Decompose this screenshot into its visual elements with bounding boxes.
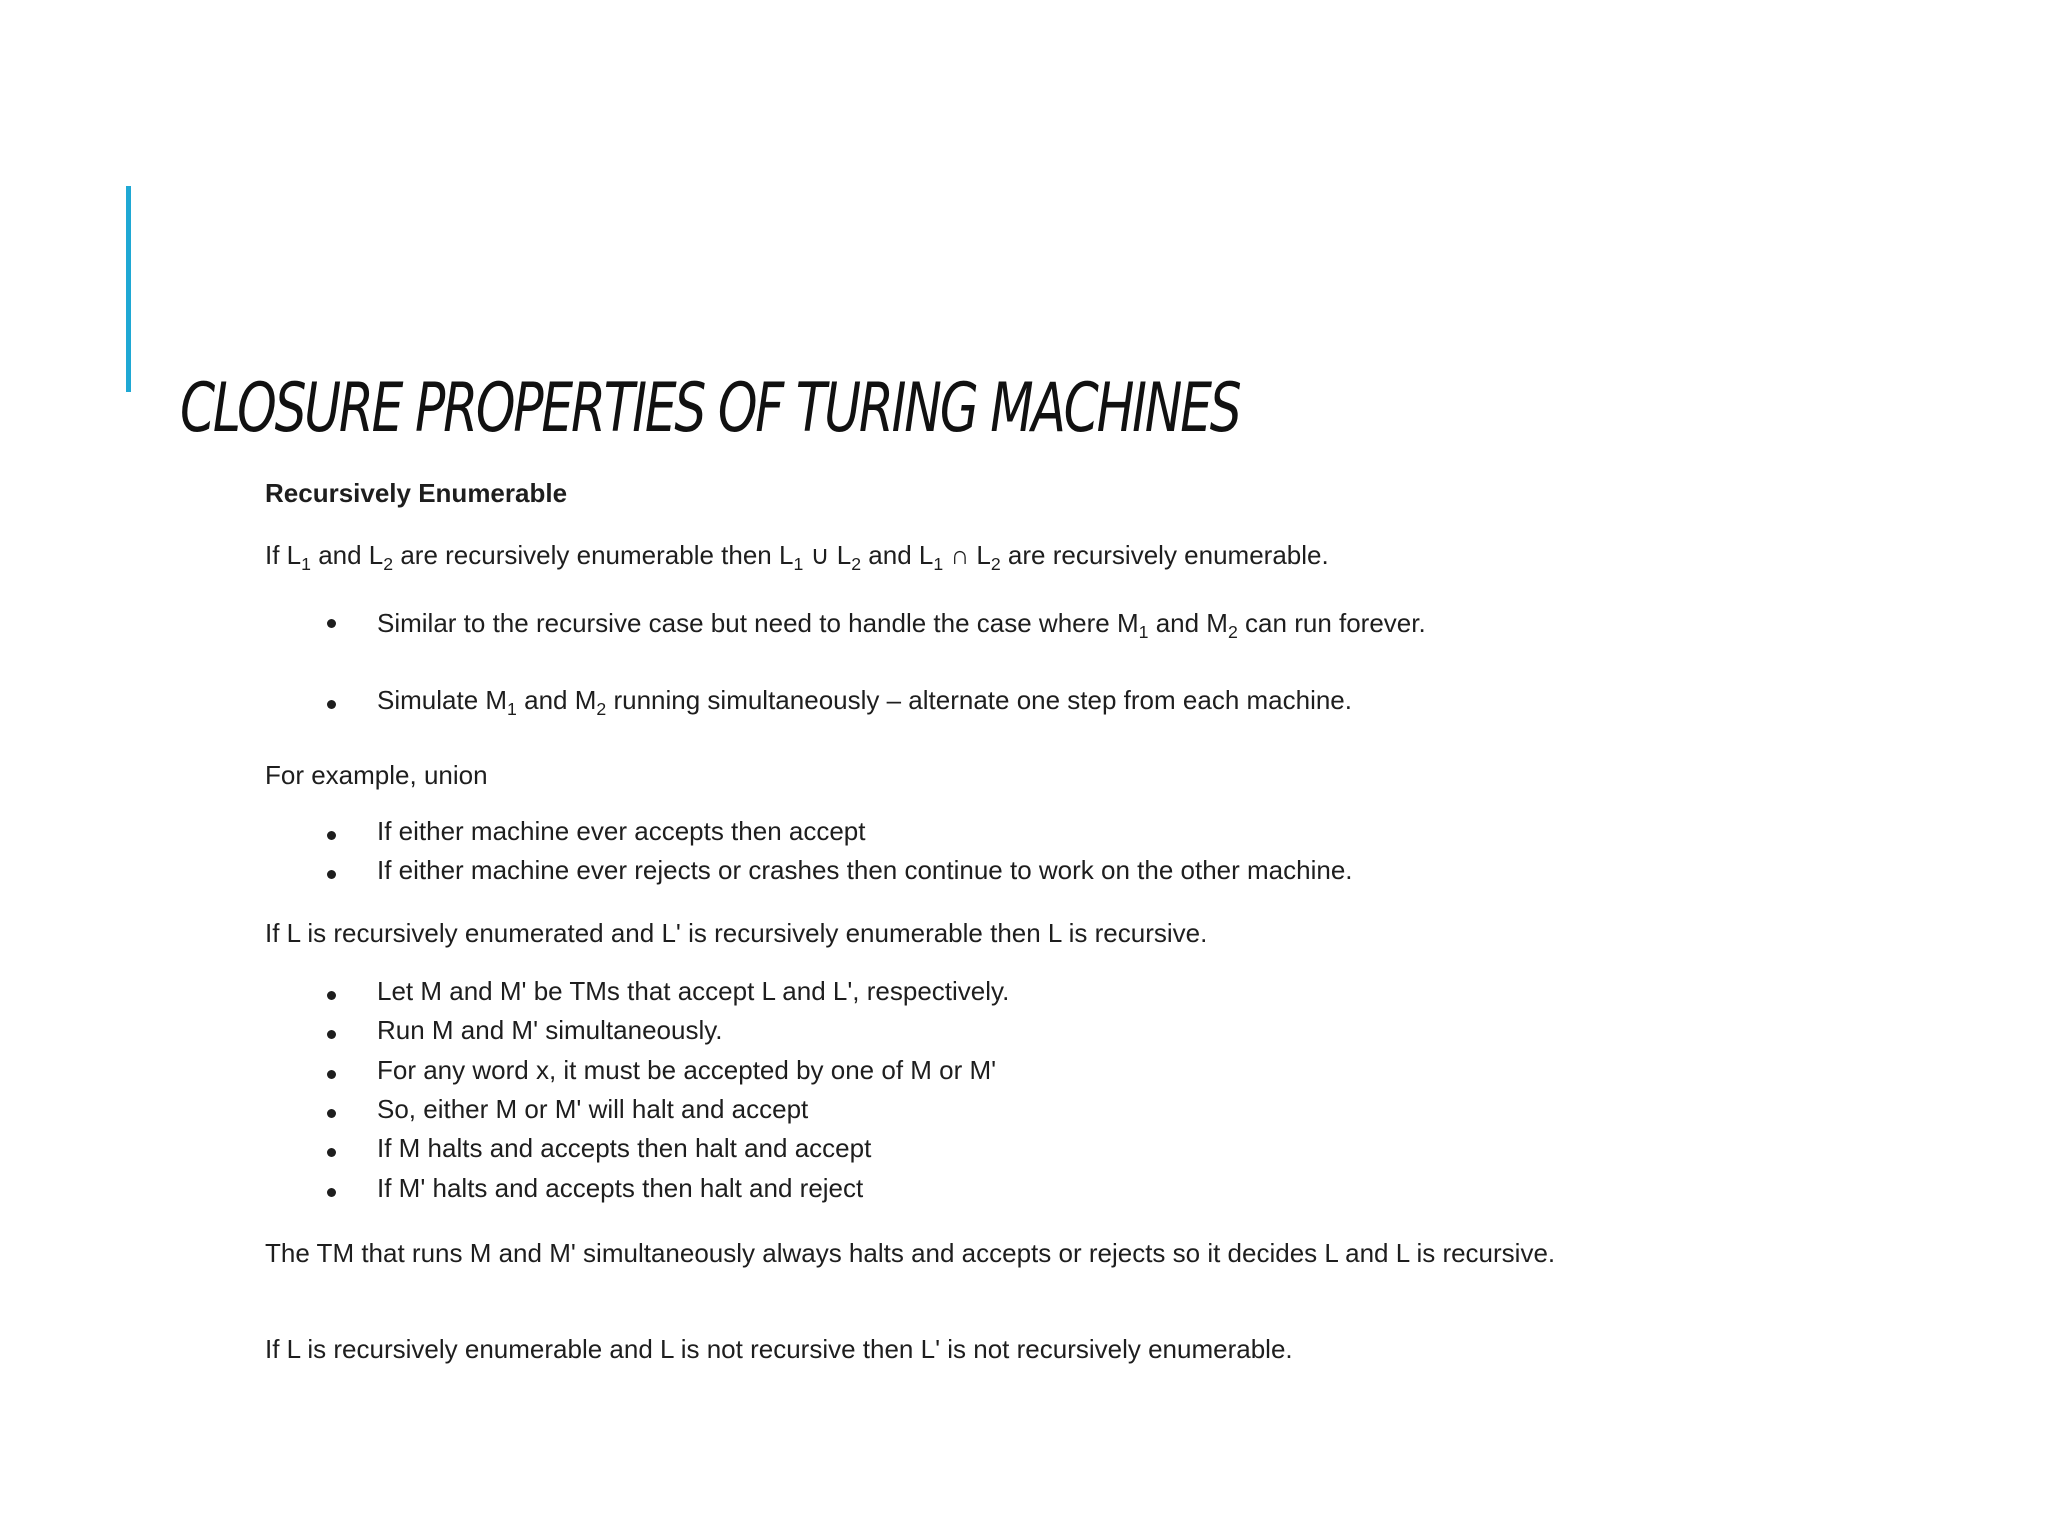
bullet-dot: [327, 870, 336, 879]
example-label: For example, union: [265, 760, 488, 790]
list-item: So, either M or M' will halt and accept: [265, 1094, 1009, 1133]
list-item: Run M and M' simultaneously.: [265, 1015, 1009, 1055]
list-item: Similar to the recursive case but need to handle the case where $M_1$ and $M_2$ can run forever.: [265, 604, 1697, 685]
bullet-dot: [327, 619, 336, 628]
proof-list: [265, 976, 1009, 1212]
bullet-dot: [327, 1030, 336, 1039]
section-heading: Recursively Enumerable: [265, 478, 568, 508]
union-list: [265, 816, 1353, 894]
list-item: If M' halts and accepts then halt and reject: [265, 1173, 1009, 1212]
list-item: Let M and M' be TMs that accept L and L', respectively.: [265, 976, 1009, 1015]
slide-title: CLOSURE PROPERTIES OF TURING MACHINES: [180, 369, 1240, 448]
list-item: If either machine ever rejects or crashes then continue to work on the other machine.: [265, 855, 1353, 894]
bullet-dot: [327, 831, 336, 840]
title-accent-bar: [126, 186, 131, 392]
bullet-dot: [327, 700, 336, 709]
list-item: Simulate $M_1$ and $M_2$ running simultaneously – alternate one step from each machine.: [265, 685, 1697, 723]
bullet-dot: [327, 1188, 336, 1197]
final-statement: If L is recursively enumerable and L is not recursive then L' is not recursively enumerable.: [265, 1334, 1293, 1364]
bullet-dot: [327, 991, 336, 1000]
conclusion-paragraph: The TM that runs M and M' simultaneously always halts and accepts or rejects so it decides L and L is recursive.: [265, 1238, 1556, 1268]
bullet-dot: [327, 1148, 336, 1157]
list-item: If either machine ever accepts then accept: [265, 816, 1353, 855]
recursive-statement: If L is recursively enumerated and L' is recursively enumerable then L is recursive.: [265, 918, 1208, 948]
closure-statement: If $L_1$ and $L_2$ are recursively enumerable then $L_1$ ∪ $L_2$ and $L_1$ ∩ $L_2$ are recursively enumerable.: [265, 540, 1329, 575]
list-item: For any word x, it must be accepted by one of M or M': [265, 1055, 1009, 1094]
bullet-dot: [327, 1070, 336, 1079]
simulation-list: [265, 604, 1697, 723]
list-item: If M halts and accepts then halt and accept: [265, 1133, 1009, 1173]
bullet-dot: [327, 1109, 336, 1118]
